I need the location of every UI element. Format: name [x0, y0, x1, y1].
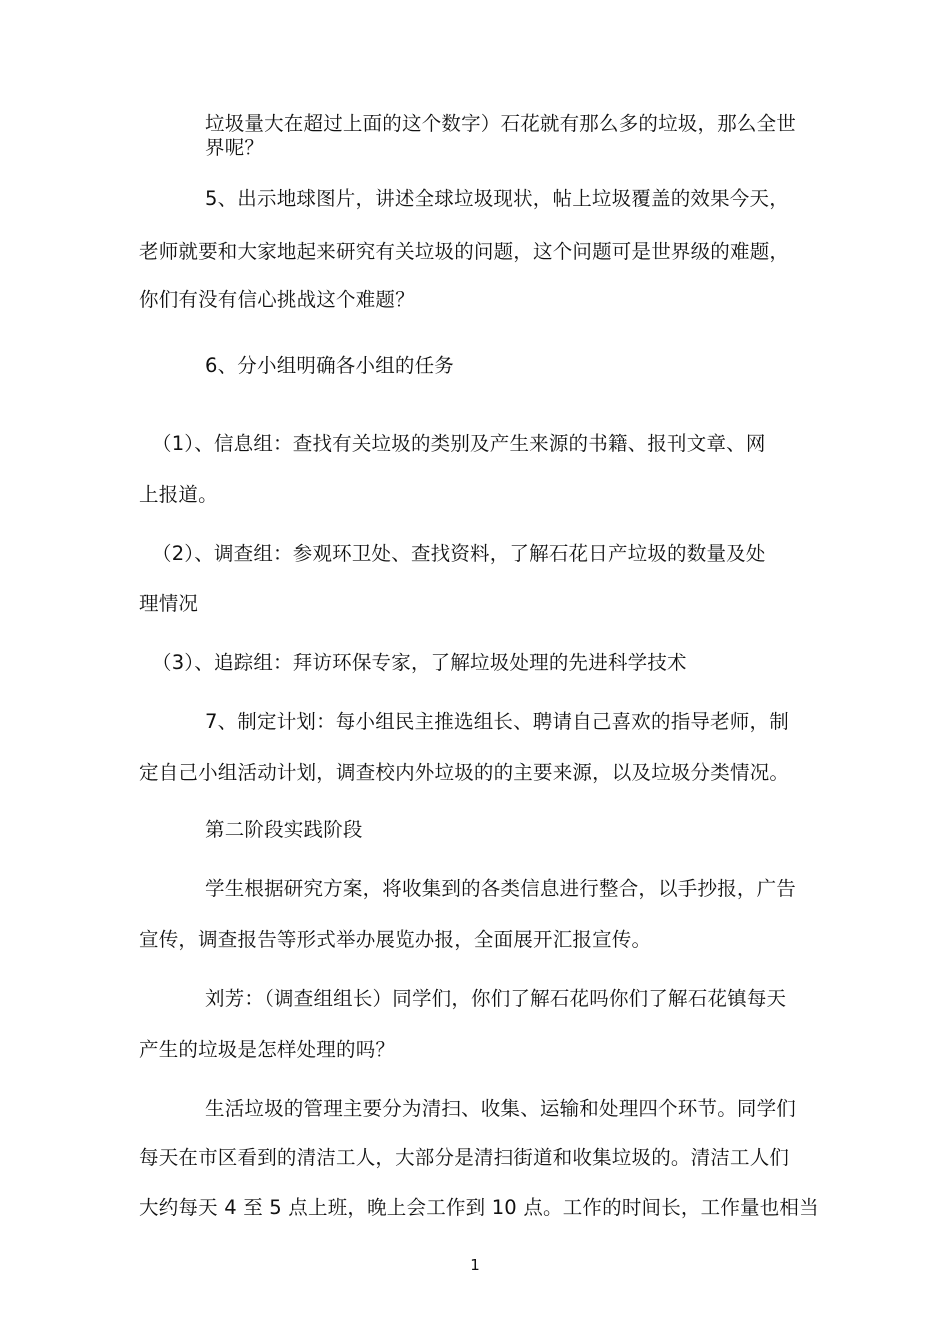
text-line: 产生的垃圾是怎样处理的吗？ [139, 1038, 396, 1061]
text-line: 学生根据研究方案，将收集到的各类信息进行整合，以手抄报，广告 [205, 877, 797, 900]
text-line: 上报道。 [139, 483, 218, 506]
text-line: 7、制定计划：每小组民主推选组长、聘请自己喜欢的指导老师，制 [205, 710, 789, 733]
page-number: 1 [470, 1256, 480, 1274]
text-line: 定自己小组活动计划，调查校内外垃圾的的主要来源，以及垃圾分类情况。 [139, 761, 790, 784]
text-line: 6、分小组明确各小组的任务 [205, 354, 455, 377]
text-line: 老师就要和大家地起来研究有关垃圾的问题，这个问题可是世界级的难题， [139, 240, 790, 263]
text-line: 大约每天 4 至 5 点上班，晚上会工作到 10 点。工作的时间长，工作量也相当 [139, 1196, 819, 1219]
text-line: 界呢？ [205, 136, 265, 159]
text-line: 宣传，调查报告等形式举办展览办报，全面展开汇报宣传。 [139, 928, 652, 951]
text-line: 每天在市区看到的清洁工人，大部分是清扫街道和收集垃圾的。清洁工人们 [139, 1146, 790, 1169]
section-heading: 第二阶段实践阶段 [205, 818, 363, 841]
text-line: 你们有没有信心挑战这个难题？ [139, 288, 415, 311]
text-line: 垃圾量大在超过上面的这个数字）石花就有那么多的垃圾，那么全世 [205, 112, 797, 135]
text-line: （3）、追踪组：拜访环保专家，了解垃圾处理的先进科学技术 [152, 651, 687, 674]
text-line: （1）、信息组：查找有关垃圾的类别及产生来源的书籍、报刊文章、网 [152, 432, 766, 455]
text-line: 5、出示地球图片，讲述全球垃圾现状，帖上垃圾覆盖的效果今天， [205, 187, 789, 210]
text-line: （2）、调查组：参观环卫处、查找资料，了解石花日产垃圾的数量及处 [152, 542, 766, 565]
text-line: 理情况 [139, 592, 199, 615]
text-line: 生活垃圾的管理主要分为清扫、收集、运输和处理四个环节。同学们 [205, 1097, 797, 1120]
text-line: 刘芳：（调查组组长）同学们，你们了解石花吗你们了解石花镇每天 [205, 987, 787, 1010]
